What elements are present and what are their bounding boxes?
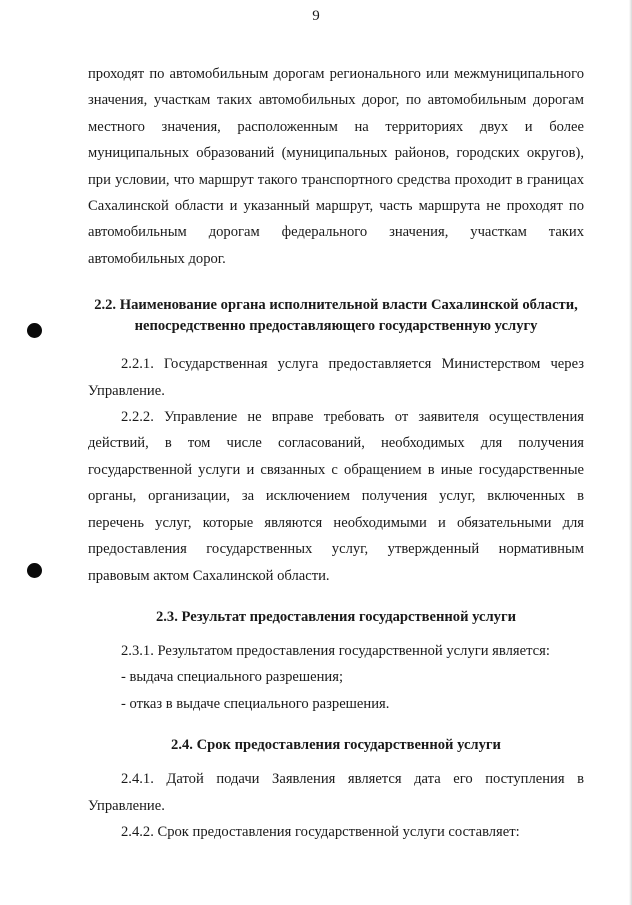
text-line: значения, участкам таких автомобильных дорог, по автомобильным дорогам (88, 92, 584, 109)
text-line: органы, организации, за исключением получения услуг, включенных в (88, 488, 584, 505)
text-line: автомобильным дорогам федерального значения, участкам таких (88, 224, 584, 241)
paragraph-2-4-2 (88, 819, 584, 845)
text-line: при условии, что маршрут такого транспортного средства проходит в границах (88, 171, 584, 188)
text-line: 2.2.2. Управление не вправе требовать от заявителя осуществления (121, 409, 584, 426)
section-heading-2-4: 2.4. Срок предоставления государственной услуги (171, 737, 501, 754)
paragraph-2-2-2 (88, 404, 584, 589)
text-line: правовым актом Сахалинской области. (88, 567, 330, 584)
text-line: действий, в том числе согласований, необходимых для получения (88, 435, 584, 452)
list-item: - отказ в выдаче специального разрешения. (121, 695, 390, 712)
text-line: 2.4.2. Срок предоставления государственной услуги составляет: (121, 823, 520, 840)
text-line: Сахалинской области и указанный маршрут, часть маршрута не проходят по (88, 198, 584, 215)
text-line: Управление. (88, 797, 165, 814)
binder-hole-mark (27, 563, 42, 578)
page-number: 9 (312, 8, 320, 24)
text-line: автомобильных дорог. (88, 250, 226, 267)
intro-paragraph (88, 61, 584, 272)
text-line: 2.3.1. Результатом предоставления государственной услуги является: (121, 642, 550, 659)
list-item: - выдача специального разрешения; (121, 669, 344, 686)
text-line: государственной услуги и связанных с обращением в иные государственные (88, 461, 584, 478)
paragraph-2-4-1 (88, 766, 584, 819)
text-line: Управление. (88, 382, 165, 399)
text-line: проходят по автомобильным дорогам регионального или межмуниципального (88, 66, 584, 82)
text-line: 2.4.1. Датой подачи Заявления является дата его поступления в (121, 771, 584, 788)
section-heading-2-2 (88, 295, 584, 337)
text-line: местного значения, расположенным на территориях двух и более (88, 118, 584, 135)
section-heading-2-3: 2.3. Результат предоставления государственной услуги (155, 608, 517, 625)
text-line: муниципальных образований (муниципальных районов, городских округов), (88, 145, 584, 162)
page-content (88, 61, 584, 845)
text-line: предоставления государственных услуг, утвержденный нормативным (88, 541, 584, 558)
text-line: перечень услуг, которые являются необходимыми и обязательными для (88, 514, 584, 531)
heading-line: непосредственно предоставляющего государственную услугу (134, 318, 538, 335)
binder-hole-mark (27, 323, 42, 338)
paragraph-2-2-1 (88, 351, 584, 404)
paragraph-2-3-1 (88, 638, 584, 717)
heading-line: 2.2. Наименование органа исполнительной власти Сахалинской области, (94, 297, 578, 314)
text-line: 2.2.1. Государственная услуга предоставляется Министерством через (121, 356, 584, 373)
